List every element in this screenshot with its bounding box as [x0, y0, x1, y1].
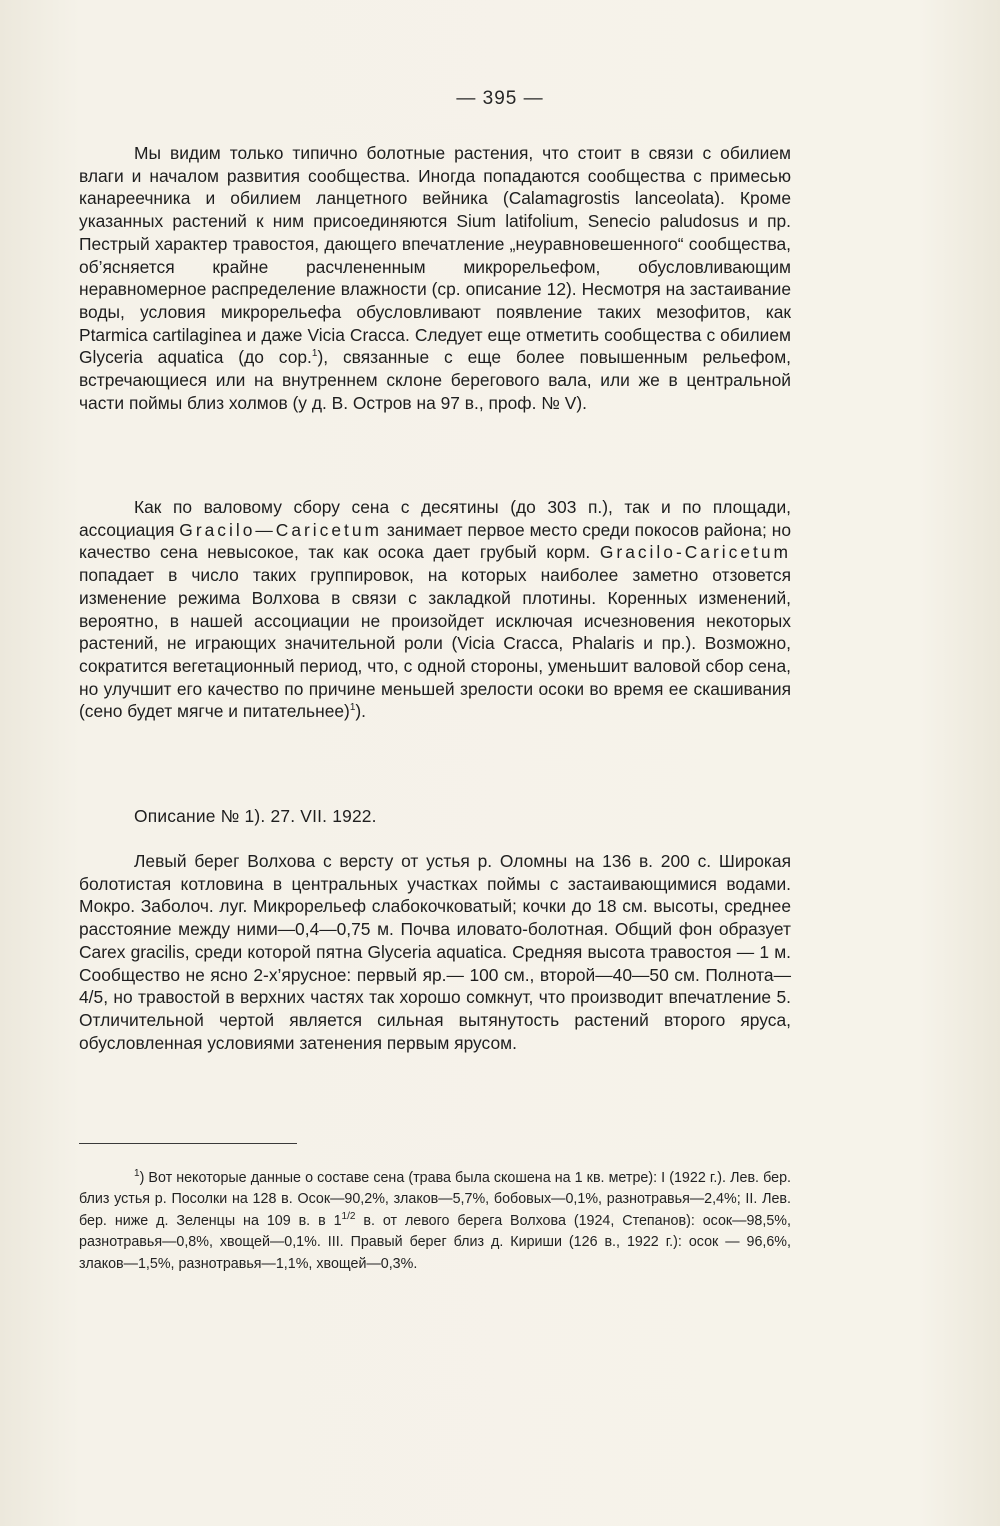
footnote-fraction: 1/2: [341, 1211, 356, 1223]
association-name-2: Gracilo-Caricetum: [599, 542, 791, 563]
paragraph-2: [79, 496, 791, 723]
footnote-divider: [79, 1143, 297, 1144]
footnote-marker: 1: [134, 1168, 140, 1180]
paragraph-3-text-a: Левый берег Волхова с версту от устья р. Оломны на 136 в. 200 с. Широкая болотистая котловина в центральных участках поймы с застаивающимися водами. Мокро. Заболоч. луг. Микрорельеф слабокочковатый; кочки до 18 см. высоты, среднее расстояние между ними—0,4—0,75 м. Почва иловато-болотная. Общий фон образует Carex gracilis, среди которой пятна Glyceria aquatica. Средняя высота травостоя — 1 м. Сообщество не ясно 2-х’ярусное: первый яр.— 100 см., второй—40—50 см. Полнота—: [79, 851, 791, 985]
paragraph-2-text-b: занимает первое место среди покосов района; но качество сена невысокое, так как осока дает грубый корм.: [79, 519, 791, 563]
footnote-ref-2: 1: [349, 702, 356, 714]
footnote-ref-1: 1: [311, 348, 318, 360]
paragraph-1: [79, 142, 791, 414]
footnote-text-b: в. от левого берега Волхова (1924, Степанов): осок—98,5%, разнотравья—0,8%, хвощей—0,1%. III. Правый берег близ д. Кириши (126 в., 1922 г.): осок — 96,6%, злаков—1,5%, разнотравья—1,1%, хвощей—0,3%.: [79, 1212, 791, 1272]
density-fraction: 4/5: [79, 987, 104, 1008]
paragraph-2-text-c: попадает в число таких группировок, на которых наиболее заметно отзовется изменение режима Волхова в связи с закладкой плотины. Коренных изменений, вероятно, в нашей ассоциации не произойдет исключая исчезновения некоторых растений, не играющих значительной роли (Vicia Cracca, Phalaris и пр.). Возможно, сократится вегетационный период, что, с одной стороны, уменьшит валовой сбор сена, но улучшит его качество по причине меньшей зрелости осоки во время ее скашивания (сено будет мягче и питательнее): [79, 565, 791, 722]
paragraph-2-end: ).: [355, 701, 367, 722]
paragraph-3: [79, 850, 791, 1054]
footnote-text-a: ) Вот некоторые данные о составе сена (трава была скошена на 1 кв. метре): I (1922 г.). Лев. бер. близ устья р. Посолки на 128 в. Осок—90,2%, злаков—5,7%, бобовых—0,1%, разнотравья—2,4%; II. Лев. бер. ниже д. Зеленцы на 109 в. в 1: [79, 1170, 791, 1229]
paragraph-3-text-b: , но травостой в верхних частях так хорошо сомкнут, что производит впечатление 5. Отличительной чертой является сильная вытянутость растений второго яруса, обусловленная условиями затенения первым ярусом.: [79, 987, 791, 1053]
footnote: [79, 1168, 791, 1275]
paragraph-1-end: ), связанные с еще более повышенным рельефом, встречающиеся или на внутреннем склоне берегового вала, или же в центральной части поймы близ холмов (у д. В. Остров на 97 в., проф. № V).: [79, 347, 791, 413]
paragraph-1-text: Мы видим только типично болотные растения, что стоит в связи с обилием влаги и началом развития сообщества. Иногда попадаются сообщества с примесью канареечника и обилием ланцетного вейника (Calamagrostis lanceolata). Кроме указанных растений к ним присоединяются Sium latifolium, Senecio paludosus и пр. Пестрый характер травостоя, дающего впечатление „неуравновешенного“ сообщества, об’ясняется крайне расчлененным микрорельефом, обусловливающим неравномерное распределение влажности (ср. описание 12). Несмотря на застаивание воды, условия микрорельефа обусловливают появление таких мезофитов, как Ptarmica cartilaginea и даже Vicia Cracca. Следует еще отметить сообщества с обилием Glyceria aquatica (до сор.: [79, 143, 791, 368]
association-name-1: Gracilo—Caricetum: [179, 519, 383, 540]
description-heading: Описание № 1). 27. VII. 1922.: [134, 806, 377, 826]
paragraph-2-text-a: Как по валовому сбору сена с десятины (до 303 п.), так и по площади, ассоциация: [79, 497, 791, 540]
page-number: — 395 —: [456, 88, 544, 109]
